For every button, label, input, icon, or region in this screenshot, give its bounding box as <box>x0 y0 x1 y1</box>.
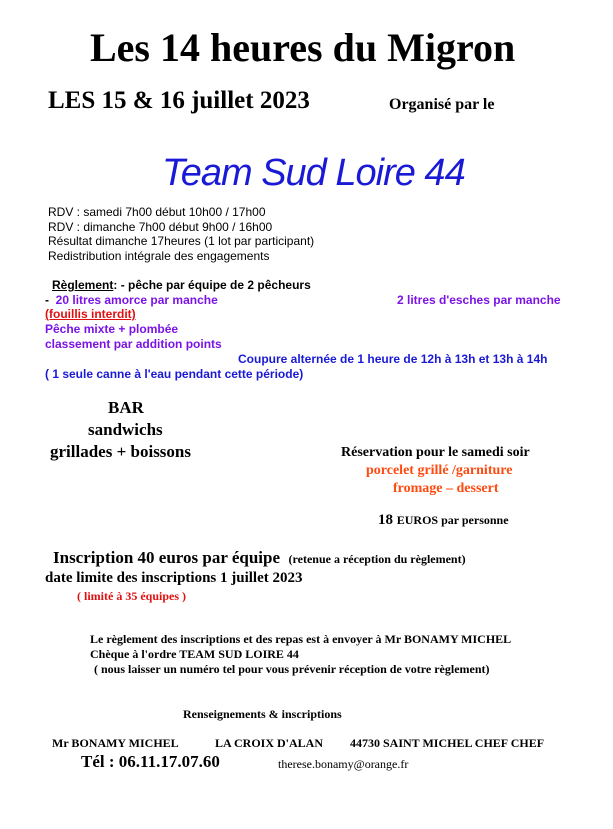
team-name: Team Sud Loire 44 <box>162 152 465 194</box>
contact-city: 44730 SAINT MICHEL CHEF CHEF <box>350 736 545 750</box>
reservation-title: Réservation pour le samedi soir <box>341 445 530 460</box>
inscription-note: (retenue a réception du règlement) <box>288 552 466 566</box>
page-title: Les 14 heures du Migron <box>90 25 516 70</box>
inscription-main: Inscription 40 euros par équipe <box>53 548 281 567</box>
contact-email[interactable]: therese.bonamy@orange.fr <box>278 757 409 771</box>
rules-line <box>52 278 311 292</box>
contact-phone: Tél : 06.11.17.07.60 <box>81 752 220 771</box>
schedule-line-2: RDV : dimanche 7h00 début 9h00 / 16h00 <box>48 220 273 234</box>
schedule-line-3: Résultat dimanche 17heures (1 lot par participant) <box>48 234 315 248</box>
bar-title: BAR <box>108 398 144 417</box>
fouillis-text: (fouillis interdit) <box>45 307 136 321</box>
coupure-text: Coupure alternée de 1 heure de 12h à 13h et 13h à 14h <box>238 352 548 366</box>
contact-street: LA CROIX D'ALAN <box>215 736 324 750</box>
bar-line-2: grillades + boissons <box>50 442 191 461</box>
rules-separator: : - <box>113 278 129 292</box>
reservation-menu-1: porcelet grillé /garniture <box>366 463 513 478</box>
payment-line-1: Le règlement des inscriptions et des repas est à envoyer à Mr BONAMY MICHEL <box>90 632 512 646</box>
amorce-dash: - <box>45 293 49 307</box>
contact-heading: Renseignements & inscriptions <box>183 707 342 721</box>
price-amount: 18 <box>378 512 393 528</box>
rules-team-text: pêche par équipe de 2 pêcheurs <box>128 278 311 292</box>
inscription-limit: ( limité à 35 équipes ) <box>77 589 186 603</box>
amorce-line <box>45 293 218 307</box>
schedule-line-4: Redistribution intégrale des engagements <box>48 249 270 263</box>
bar-line-1: sandwichs <box>88 420 163 439</box>
classement-text: classement par addition points <box>45 337 222 351</box>
organised-by: Organisé par le <box>389 96 495 113</box>
rules-label: Règlement <box>52 278 114 292</box>
payment-line-2: Chèque à l'ordre TEAM SUD LOIRE 44 <box>90 647 299 661</box>
event-dates: LES 15 & 16 juillet 2023 <box>48 87 310 114</box>
inscription-line <box>53 548 466 568</box>
reservation-menu-2: fromage – dessert <box>393 481 499 496</box>
reservation-price <box>378 512 509 529</box>
inscription-deadline: date limite des inscriptions 1 juillet 2023 <box>45 570 303 586</box>
schedule-line-1: RDV : samedi 7h00 début 10h00 / 17h00 <box>48 205 266 219</box>
price-text: EUROS par personne <box>396 513 509 527</box>
peche-mixte-text: Pêche mixte + plombée <box>45 322 179 336</box>
amorce-text: 20 litres amorce par manche <box>55 293 218 307</box>
payment-line-3: ( nous laisser un numéro tel pour vous prévenir réception de votre règlement) <box>94 662 490 676</box>
canne-text: ( 1 seule canne à l'eau pendant cette période) <box>45 367 304 381</box>
esches-text: 2 litres d'esches par manche <box>397 293 561 307</box>
contact-name: Mr BONAMY MICHEL <box>52 736 179 750</box>
